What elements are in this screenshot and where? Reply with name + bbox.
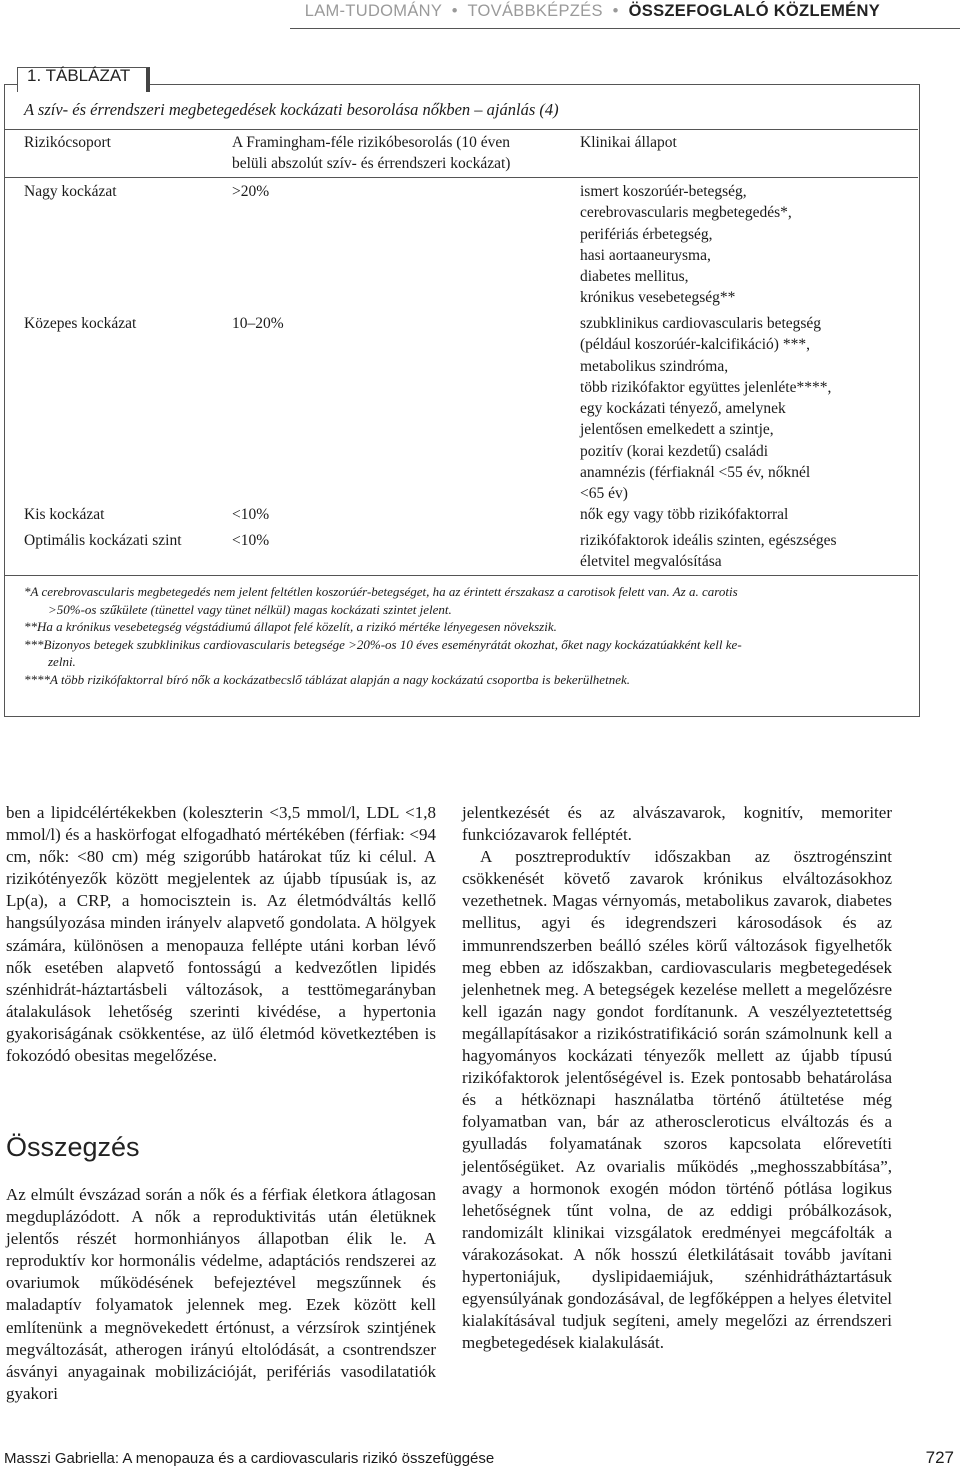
left-column — [6, 802, 436, 1067]
table-note: **Ha a krónikus vesebetegség végstádiumú állapot felé közelít, a rizikó mértéke lényegesen növekszik. — [24, 619, 557, 635]
table-notes — [24, 583, 904, 689]
clinical-line: anamnézis (férfiaknál <55 év, nőknél — [580, 464, 811, 482]
table-header-rule-top — [4, 129, 918, 130]
table-note: >50%-os szűkülete (tünettel vagy tünet nélkül) magas kockázati szintet jelent. — [48, 601, 452, 617]
table-header-risk-line1: A Framingham-féle rizikóbesorolás (10 éven — [232, 134, 511, 151]
table-note: *A cerebrovascularis megbetegedés nem jelent feltétlen koszorúér-betegséget, ha az érintett érszakasz a carotisok felett van. Az a. carotis — [24, 584, 738, 599]
body-paragraph: ben a lipidcélértékekben (koleszterin <3,5 mmol/l, LDL <1,8 mmol/l) és a haskörfogat elfogadható mértékében (férfiak: <94 cm, nők: <80 cm) még szigorúbb határokat tűz ki célul. A rizikótényezők között megjelentek az újabb típusúak is, az Lp(a), a CRP, a homocisztein is. Az életmódváltás kellő hangsúlyozása minden irányelv alapvető gondolata. A hölgyek számára, különösen a menopauza fellépte utáni korban lévő nők esetében alapvető fontosságú a kedvezőtlen lipidés szénhidrát-háztartásbeli változások, a testtömegarányban átalakulások lehetőség szerinti kivédése, a hypertonia gyakoriságának csökkentése, az ülő életmód következtében is fokozódó obesitas megelőzése. — [6, 803, 436, 1066]
running-header — [305, 2, 880, 28]
clinical-line: életvitel megvalósítása — [580, 553, 722, 571]
table-cell-clinical — [580, 313, 831, 505]
clinical-line: cerebrovascularis megbetegedés*, — [580, 204, 792, 222]
clinical-line: hasi aortaaneurysma, — [580, 246, 711, 264]
clinical-line: metabolikus szindróma, — [580, 357, 729, 375]
clinical-line: (például koszorúér-kalcifikáció) ***, — [580, 336, 810, 354]
left-column-summary — [6, 1184, 436, 1405]
header-section-2: TOVÁBBKÉPZÉS — [467, 2, 603, 20]
clinical-line: nők egy vagy több rizikófaktorral — [580, 506, 789, 523]
table-header-risk-line2: belüli abszolút szív- és érrendszeri kockázat) — [232, 155, 511, 172]
table-label: 1. TÁBLÁZAT — [27, 66, 131, 85]
table-cell-risk: 10–20% — [232, 315, 284, 332]
table-note: ****A több rizikófaktorral bíró nők a kockázatbecslő táblázat alapján a nagy kockázatú csoportba is bekerülhetnek. — [24, 671, 630, 687]
table-notes-rule — [4, 575, 918, 576]
header-bullet: • — [451, 2, 458, 20]
clinical-line: diabetes mellitus, — [580, 268, 689, 286]
body-paragraph: Az elmúlt évszázad során a nők és a férfiak életkora átlagosan megduplázódott. A nők a reproduktivitás után életüknek jelentős részét hormonhiányos állapotban élik le. A reproduktív kor hormonális védelme, adaptációs rendszerei az ovariumok működésének befejeztével megszűnnek és maladaptív folyamatok jelennek meg. Ezek között kell említenünk a megnövekedett értónust, a vérzsírok szintjének megváltozását, atherogen irányú eltolódását, a csontrendszer ásványi anyagainak mobilizációját, perifériás vasodilatatiók gyakori — [6, 1185, 436, 1403]
page-number: 727 — [925, 1448, 954, 1467]
body-paragraph: A posztreproduktív időszakban az ösztrogénszint csökkenését követő zavarok krónikus elváltozásokhoz vezethetnek. Magas vérnyomás, metabolikus zavarok, diabetes mellitus, agyi és idegrendszeri károsodások és az immunrendszerben beálló széles körű változások figyelhetők meg ebben az időszakban, cardiovascularis megbetegedések jelenhetnek meg. A betegségek kezelése mellett a megelőzésre kell igazán nagy gondot fordítanunk. A veszélyeztetettség megállapításakor a rizikóstratifikáció során számolnunk kell a hagyományos kockázati tényezők mellett az újabb típusú rizikófaktorok jelentőségével is. Ezek pontosabb behatárolása és a hétköznapi használatba történő átültetése még folyamatban van, bár az atheroscleroticus elváltozás és a gyulladás folyamatának szoros kapcsolata előrevetíti jelentőségüket. Az ovarialis működés „meghosszabbítása”, avagy a hormonok exogén módon történő pótlása logikus lehetőségnek tűnt volna, de az eddigi próbálkozások, randomizált klinikai vizsgálatok eredményei megcáfolták a várakozásokat. A nők hosszú életkilátásait tovább javítani hypertoniájuk, dyslipidaemiájuk, szénhidrátháztartásuk egyensúlyának gondozásával, de legfőképpen a helyes életvitel kialakításával tudjuk segíteni, amely megelőzi az érrendszeri megbetegedések kialakulását. — [462, 847, 892, 1353]
header-bullet: • — [612, 2, 619, 20]
clinical-line: <65 év) — [580, 485, 628, 503]
clinical-line: rizikófaktorok ideális szinten, egészséges — [580, 532, 837, 549]
table-cell-group: Nagy kockázat — [24, 183, 117, 200]
right-column — [462, 802, 892, 1354]
clinical-line: egy kockázati tényező, amelynek — [580, 400, 786, 418]
header-rule — [290, 28, 960, 29]
table-cell-risk: <10% — [232, 532, 270, 549]
table-caption: A szív- és érrendszeri megbetegedések kockázati besorolása nőkben – ajánlás (4) — [24, 100, 559, 119]
table-cell-clinical — [580, 181, 792, 309]
header-section-1: LAM-TUDOMÁNY — [304, 2, 442, 20]
body-paragraph: jelentkezését és az alvászavarok, kognitív, memoriter funkciózavarok felléptét. — [462, 803, 892, 845]
table-header-clinical: Klinikai állapot — [580, 134, 677, 151]
table-header-rule-bottom — [4, 177, 918, 178]
clinical-line: ismert koszorúér-betegség, — [580, 183, 747, 200]
table-cell-risk: <10% — [232, 506, 270, 523]
table-cell-group: Optimális kockázati szint — [24, 532, 182, 549]
clinical-line: krónikus vesebetegség** — [580, 289, 736, 307]
clinical-line: perifériás érbetegség, — [580, 225, 713, 243]
clinical-line: több rizikófaktor együttes jelenléte****, — [580, 378, 832, 396]
table-cell-clinical — [580, 530, 837, 573]
table-cell-group: Közepes kockázat — [24, 315, 137, 332]
clinical-line: pozitív (korai kezdetű) családi — [580, 442, 769, 460]
table-cell-risk: >20% — [232, 183, 270, 200]
table-note: zelni. — [48, 654, 76, 670]
header-section-current: ÖSSZEFOGLALÓ KÖZLEMÉNY — [628, 2, 880, 20]
section-title: Összegzés — [6, 1132, 140, 1162]
table-cell-group: Kis kockázat — [24, 506, 105, 523]
clinical-line: jelentősen emelkedett a szintje, — [580, 421, 774, 439]
table-note: ***Bizonyos betegek szubklinikus cardiovascularis betegsége >20%-os 10 éves eseményrátát okozhat, őket nagy kockázatúakként kell ke- — [24, 636, 742, 652]
table-cell-clinical — [580, 504, 788, 525]
table-header-group: Rizikócsoport — [24, 134, 111, 151]
clinical-line: szubklinikus cardiovascularis betegség — [580, 315, 822, 332]
footer-citation: Masszi Gabriella: A menopauza és a cardiovascularis rizikó összefüggése — [4, 1450, 495, 1467]
